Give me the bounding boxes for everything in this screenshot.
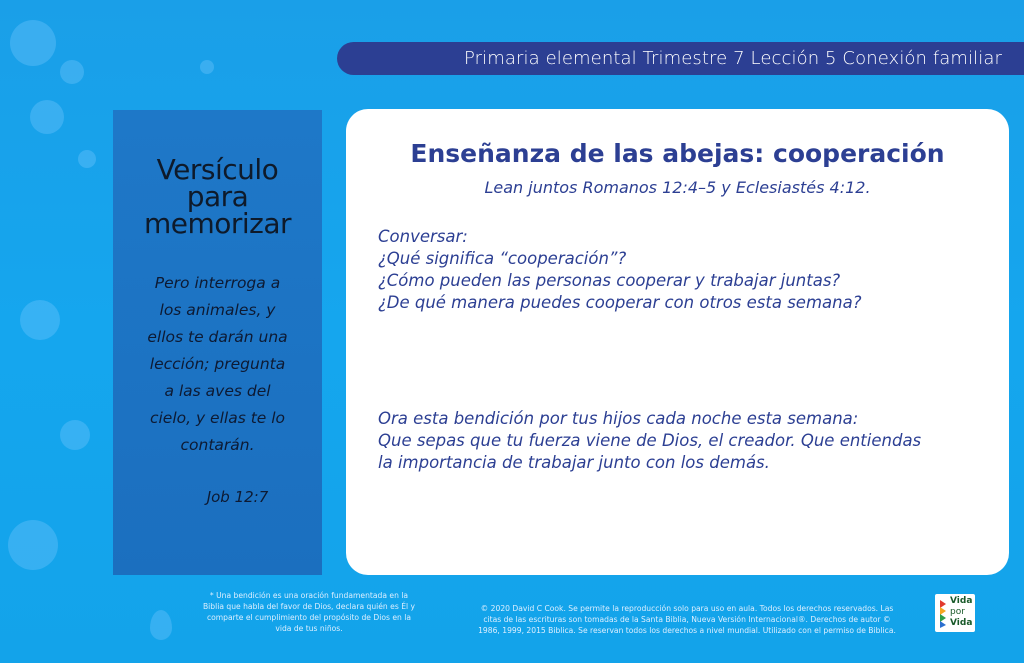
header-bar [337,42,1024,75]
card-subtitle: Lean juntos Romanos 12:4–5 y Eclesiastés 4:12. [484,178,871,197]
decor-bubble [150,610,172,640]
decor-bubble [20,300,60,340]
blessing-block: Ora esta bendición por tus hijos cada noche esta semana: Que sepas que tu fuerza viene de Dios, el creador. Que entiendas la importancia de trabajar junto con los demás. [378,409,922,472]
decor-bubble [60,420,90,450]
verse-title: Versículo para memorizar [143,153,292,240]
decor-bubble [10,20,56,66]
decor-bubble [30,100,64,134]
discussion-block: Conversar: ¿Qué significa “cooperación”? ¿Cómo pueden las personas cooperar y trabajar juntas? ¿De qué manera puedes cooperar con otros esta semana? [378,227,862,312]
verse-text: Pero interroga a los animales, y ellos te darán una lección; pregunta a las aves del cielo, y ellas te lo contarán. [147,274,288,454]
vida-por-vida-logo [935,594,975,632]
header-title: Primaria elemental Trimestre 7 Lección 5 Conexión familiar [464,48,1002,69]
logo-text: Vida por Vida [950,596,973,628]
decor-bubble [78,150,96,168]
card-title: Enseñanza de las abejas: cooperación [410,139,945,168]
blessing-footnote: * Una bendición es una oración fundamentada en la Biblia que habla del favor de Dios, declara quién es Él y comparte el cumplimiento del propósito de Dios en la vida de tus niños. [202,591,416,633]
decor-bubble [60,60,84,84]
verse-reference: Job 12:7 [206,488,269,506]
lesson-card [346,109,1009,575]
decor-bubble [200,60,214,74]
decor-bubble [8,520,58,570]
memory-verse-panel [113,110,322,575]
logo-mark-icon [938,598,948,628]
copyright-notice: © 2020 David C Cook. Se permite la reproducción solo para uso en aula. Todos los derechos reservados. Las citas de las escrituras son tomadas de la Santa Biblia, Nueva Versión Internacional®. Derechos de autor © 1986, 1999, 2015 Biblica. Se reservan todos los derechos a nivel mundial. Utilizado con el permiso de Biblica. [478,604,896,635]
